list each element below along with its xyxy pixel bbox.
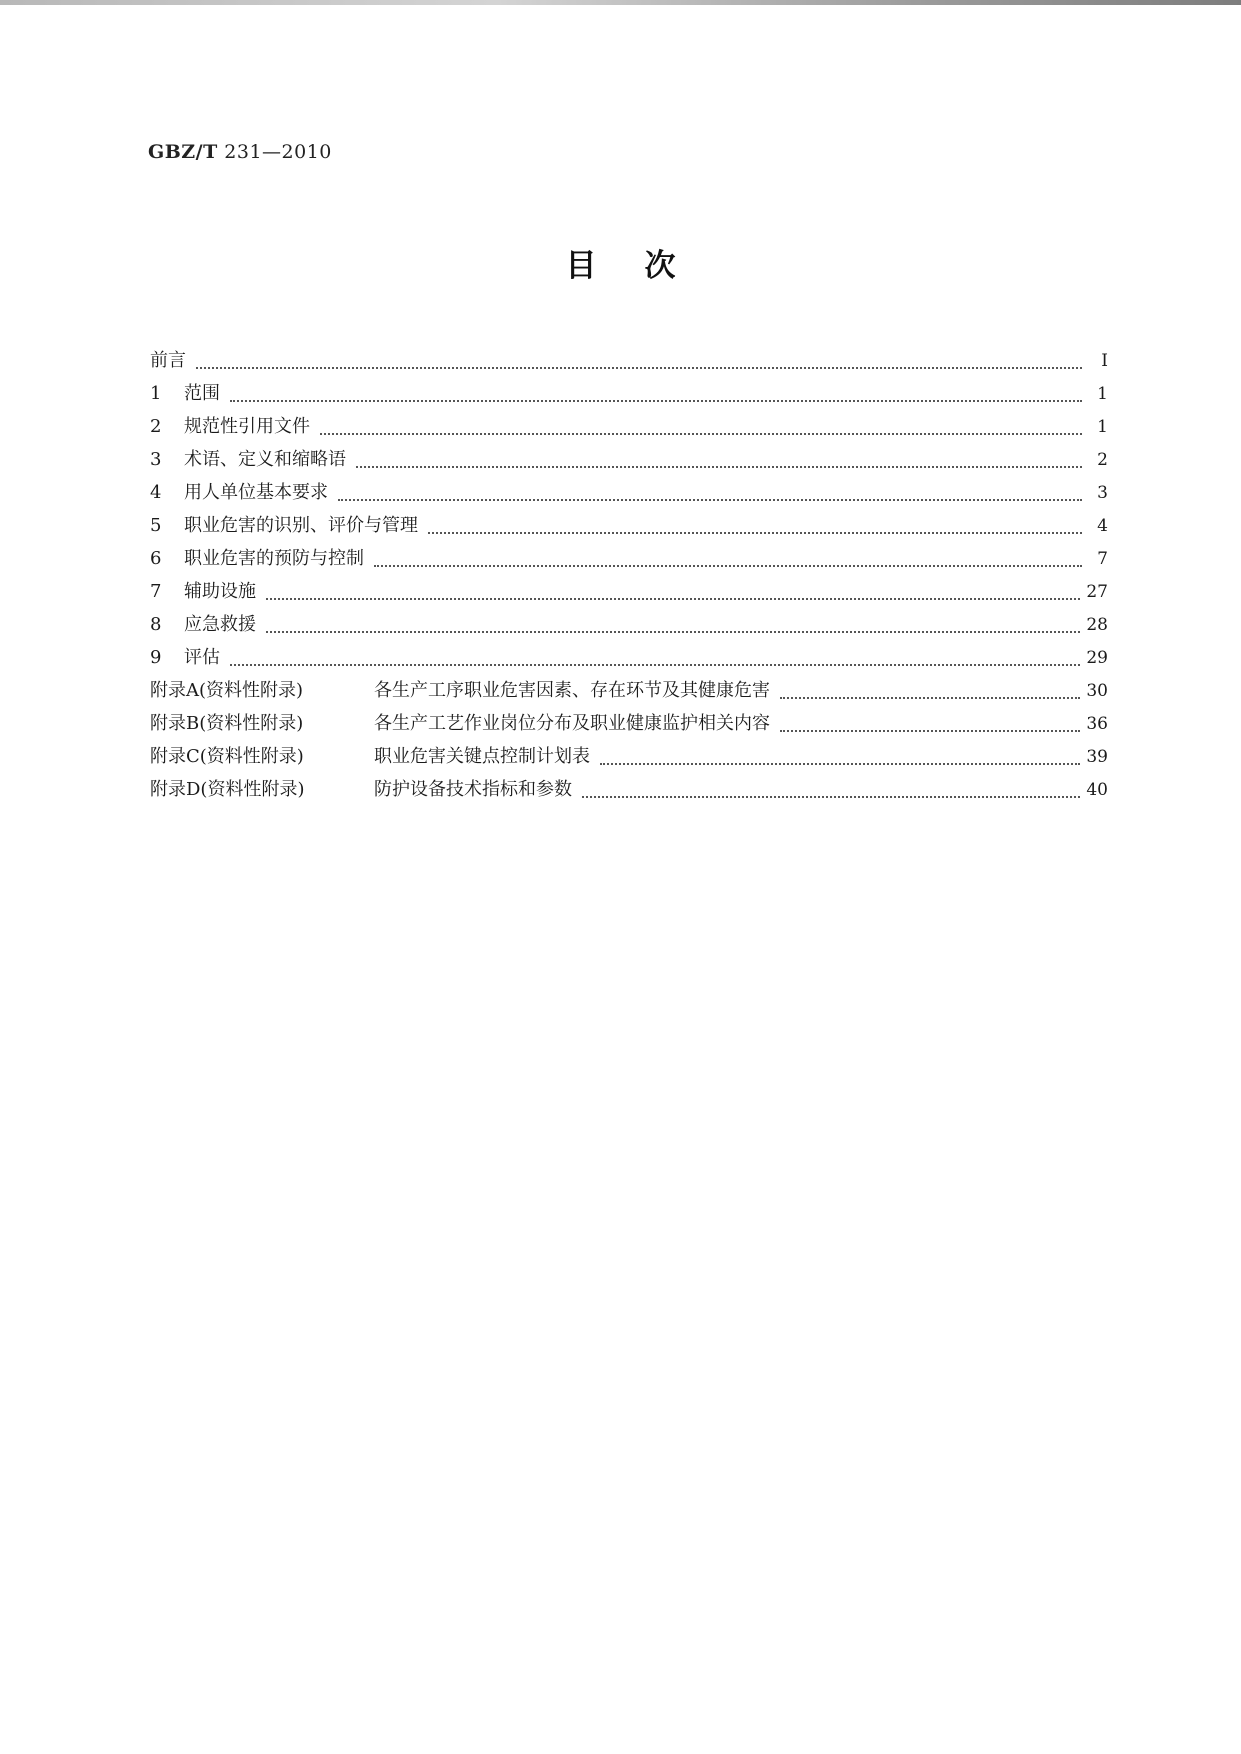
toc-entry-3[interactable] [150,445,1108,478]
toc-entry-number: 9 [150,647,162,668]
toc-entry-8[interactable] [150,610,1108,643]
toc-appendix-d[interactable] [150,775,1108,808]
toc-entry-9[interactable] [150,643,1108,676]
toc-entry-label: 规范性引用文件 [184,416,310,437]
dot-leader [356,466,1082,468]
toc-entry-label: 术语、定义和缩略语 [184,449,346,470]
toc-entry-7[interactable] [150,577,1108,610]
toc-entry-2[interactable] [150,412,1108,445]
toc-entry-page: 1 [1097,384,1108,404]
toc-entry-page: 30 [1086,681,1108,701]
dot-leader [780,697,1080,699]
dot-leader [428,532,1082,534]
dot-leader [266,598,1080,600]
toc-entry-page: 7 [1097,549,1108,569]
toc-entry-label: 前言 [150,350,186,371]
appendix-label: 附录D(资料性附录) [150,779,305,800]
dot-leader [374,565,1082,567]
document-code-prefix: GBZ/T [148,141,218,163]
toc-appendix-c[interactable] [150,742,1108,775]
toc-entry-number: 4 [150,482,162,503]
toc-entry-page: 28 [1086,615,1108,635]
appendix-title: 各生产工艺作业岗位分布及职业健康监护相关内容 [374,713,770,734]
document-code-number: 231—2010 [224,141,332,163]
appendix-title: 职业危害关键点控制计划表 [374,746,590,767]
toc-entry-label: 应急救援 [184,614,256,635]
toc-entry-page: 36 [1086,714,1108,734]
toc-entry-4[interactable] [150,478,1108,511]
toc-entry-label: 用人单位基本要求 [184,482,328,503]
appendix-title: 各生产工序职业危害因素、存在环节及其健康危害 [374,680,770,701]
toc-entry-number: 5 [150,515,162,536]
toc-entry-page: 4 [1097,516,1108,536]
toc-entry-label: 范围 [184,383,220,404]
dot-leader [600,763,1080,765]
toc-entry-page: 39 [1086,747,1108,767]
document-code [148,141,332,163]
toc-entry-page: I [1101,351,1108,371]
toc-entry-label: 职业危害的预防与控制 [184,548,364,569]
toc-entry-foreword[interactable] [150,346,1108,379]
toc-entry-number: 2 [150,416,162,437]
toc-entry-number: 8 [150,614,162,635]
toc-entry-label: 职业危害的识别、评价与管理 [184,515,418,536]
appendix-label: 附录A(资料性附录) [150,680,304,701]
dot-leader [266,631,1080,633]
toc-entry-page: 40 [1086,780,1108,800]
toc-appendix-b[interactable] [150,709,1108,742]
toc-entry-page: 2 [1097,450,1108,470]
toc-entry-number: 6 [150,548,162,569]
dot-leader [320,433,1082,435]
dot-leader [338,499,1082,501]
scan-top-edge [0,0,1241,5]
dot-leader [230,400,1082,402]
toc-entry-page: 1 [1097,417,1108,437]
toc-entry-page: 3 [1097,483,1108,503]
toc-entry-number: 1 [150,383,162,404]
toc-entry-number: 3 [150,449,162,470]
toc-entry-page: 27 [1086,582,1108,602]
appendix-label: 附录C(资料性附录) [150,746,304,767]
toc-entry-5[interactable] [150,511,1108,544]
dot-leader [780,730,1080,732]
dot-leader [582,796,1080,798]
table-of-contents [150,346,1108,808]
toc-entry-6[interactable] [150,544,1108,577]
appendix-title: 防护设备技术指标和参数 [374,779,572,800]
dot-leader [230,664,1080,666]
page-title: 目次 [565,248,724,284]
toc-entry-number: 7 [150,581,162,602]
toc-entry-label: 评估 [184,647,220,668]
toc-appendix-a[interactable] [150,676,1108,709]
toc-entry-1[interactable] [150,379,1108,412]
toc-entry-page: 29 [1086,648,1108,668]
dot-leader [196,367,1082,369]
toc-entry-label: 辅助设施 [184,581,256,602]
appendix-label: 附录B(资料性附录) [150,713,304,734]
